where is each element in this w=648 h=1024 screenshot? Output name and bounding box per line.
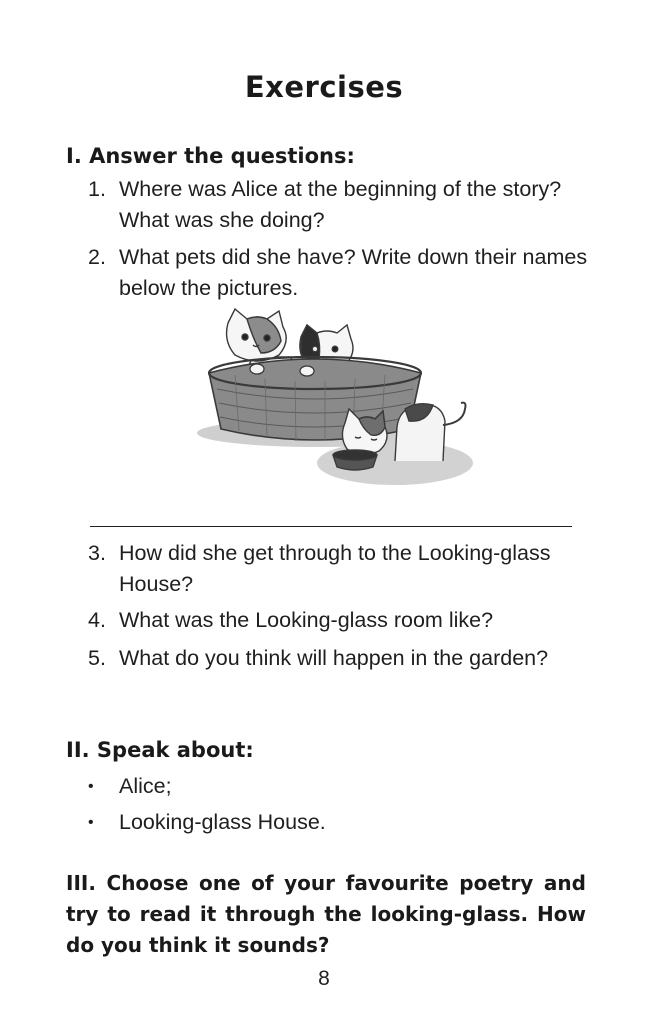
section-heading-speak-about: II. Speak about: bbox=[66, 738, 254, 762]
list-item-text: Looking-glass House. bbox=[119, 810, 326, 834]
exercise-three-text: III. Choose one of your favourite poetry and try to read it through the looking-glass. How do you think it sounds? bbox=[66, 871, 586, 957]
question-text: How did she get through to the Looking-glass House? bbox=[119, 541, 551, 596]
question-item bbox=[88, 538, 588, 600]
question-number: 3. bbox=[88, 541, 106, 565]
question-number: 5. bbox=[88, 646, 106, 670]
question-text: Where was Alice at the beginning of the story? What was she doing? bbox=[119, 177, 562, 232]
question-item bbox=[88, 174, 588, 236]
page-number: 8 bbox=[318, 967, 330, 990]
bullet-icon: • bbox=[88, 778, 94, 795]
question-text: What do you think will happen in the garden? bbox=[119, 646, 549, 670]
question-item bbox=[88, 242, 588, 304]
question-number: 1. bbox=[88, 177, 106, 201]
question-number: 4. bbox=[88, 608, 106, 632]
kittens-basket-illustration bbox=[195, 305, 475, 495]
list-item bbox=[88, 807, 326, 838]
answer-line[interactable] bbox=[90, 526, 572, 527]
list-item-text: Alice; bbox=[119, 774, 172, 798]
bullet-icon: • bbox=[88, 814, 94, 831]
question-item bbox=[88, 605, 588, 636]
question-text: What was the Looking-glass room like? bbox=[119, 608, 494, 632]
page-title: Exercises bbox=[244, 70, 404, 104]
question-text: What pets did she have? Write down their names below the pictures. bbox=[119, 245, 588, 300]
section-heading-answer-questions: I. Answer the questions: bbox=[66, 144, 355, 168]
list-item bbox=[88, 771, 172, 802]
question-item bbox=[88, 643, 588, 674]
question-number: 2. bbox=[88, 245, 106, 269]
